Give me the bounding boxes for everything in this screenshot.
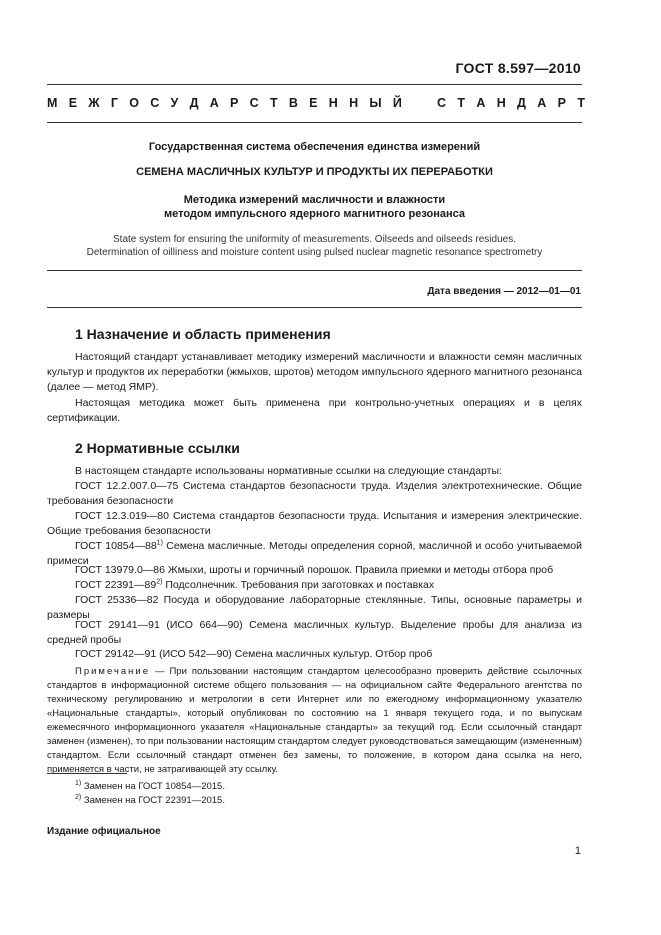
banner-letter: Г — [110, 96, 118, 110]
reference-item: ГОСТ 25336—82 Посуда и оборудование лабораторные стеклянные. Типы, основные параметры и размеры — [47, 594, 582, 621]
banner-left — [47, 96, 402, 116]
banner-letter: Т — [457, 96, 465, 110]
banner-letter: А — [209, 96, 219, 110]
reference-item: ГОСТ 12.3.019—80 Система стандартов безопасности труда. Испытания и измерения электрические. Общие требования безопасности — [47, 510, 582, 537]
section1-paragraph2: Настоящая методика может быть применена при контрольно-учетных операциях и в целях сертификации. — [47, 397, 582, 424]
banner-letter: А — [537, 96, 547, 110]
page-number: 1 — [574, 845, 581, 857]
banner-rule — [47, 122, 582, 123]
section2-heading: 2 Нормативные ссылки — [75, 440, 240, 456]
footnote-rule — [47, 773, 127, 774]
banner-letter: Й — [392, 96, 402, 110]
section1-paragraph1: Настоящий стандарт устанавливает методику измерений масличности и влажности семян масличных культур и продуктов их переработки (жмыхов, шротов) методом импульсного ядерного магнитного резонанса (далее — метод ЯМР). — [47, 351, 582, 393]
subject-title: СЕМЕНА МАСЛИЧНЫХ КУЛЬТУР И ПРОДУКТЫ ИХ ПЕРЕРАБОТКИ — [136, 166, 493, 178]
note-text: — При пользовании настоящим стандартом целесообразно проверить действие ссылочных стандартов в информационной системе общего пользования — на официальном сайте Федерального агентства по техническому регулированию и метрологии в сети Интернет или по ежегодному информационному указателю «Национальные стандарты», который опубликован по состоянию на 1 января текущего года, и по выпускам ежемесячного информационного указателя «Национальные стандарты» за текущий год. Если ссылочный стандарт заменен (изменен), то при пользовании настоящим стандартом следует руководствоваться замещающим (измененным) стандартом. Если ссылочный стандарт отменен без замены, то положение, в котором дана ссылка на него, применяется в части, не затрагивающей эту ссылку. — [47, 666, 582, 775]
banner-letter: Е — [68, 96, 78, 110]
header-rule — [47, 84, 582, 85]
method-title-line2: методом импульсного ядерного магнитного резонанса — [163, 208, 466, 220]
note — [47, 665, 582, 777]
banner-letter: Ы — [369, 96, 382, 110]
banner-letter: Д — [189, 96, 199, 110]
references-intro: В настоящем стандарте использованы нормативные ссылки на следующие стандарты: — [75, 465, 502, 477]
banner-letter: Н — [349, 96, 359, 110]
reference-item: ГОСТ 29142—91 (ИСО 542—90) Семена масличных культур. Отбор проб — [75, 648, 433, 660]
banner-letter: С — [150, 96, 160, 110]
banner-letter: М — [47, 96, 58, 110]
banner-letter: Р — [230, 96, 239, 110]
banner-letter: Т — [269, 96, 278, 110]
reference-item: ГОСТ 22391—89$^{2)}$ Подсолнечник. Требования при заготовках и поставках — [75, 578, 435, 591]
reference-item: ГОСТ 12.2.007.0—75 Система стандартов безопасности труда. Изделия электротехнические. Общие требования безопасности — [47, 480, 582, 507]
banner-letter: С — [249, 96, 259, 110]
english-title-line1: State system for ensuring the uniformity of measurements. Oilseeds and oilseeds residues. — [113, 234, 516, 245]
reference-item: ГОСТ 29141—91 (ИСО 664—90) Семена масличных культур. Выделение пробы для анализа из средней пробы — [47, 619, 582, 646]
banner-letter: У — [170, 96, 179, 110]
banner-letter: В — [288, 96, 298, 110]
footnote-2: $^{2)}$ Заменен на ГОСТ 22391—2015. — [75, 793, 225, 806]
note-label: Примечание — [75, 666, 150, 677]
method-title-line1: Методика измерений масличности и влажности — [183, 194, 446, 206]
banner-letter: Е — [309, 96, 318, 110]
introduction-date: Дата введения — 2012—01—01 — [427, 286, 581, 297]
date-rule — [47, 307, 582, 308]
reference-item: ГОСТ 10854—88$^{1)}$ Семена масличные. Методы определения сорной, масличной и особо учитываемой примеси — [47, 539, 582, 567]
standard-banner — [47, 96, 585, 116]
method-title — [47, 193, 582, 221]
banner-letter: Н — [328, 96, 338, 110]
section1-heading: 1 Назначение и область применения — [75, 326, 331, 342]
footnote-1: $^{1)}$ Заменен на ГОСТ 10854—2015. — [75, 779, 225, 792]
banner-letter: Н — [496, 96, 506, 110]
banner-letter: Р — [557, 96, 566, 110]
banner-letter: Т — [577, 96, 585, 110]
banner-letter: С — [437, 96, 447, 110]
banner-letter: Д — [517, 96, 526, 110]
edition-label: Издание официальное — [47, 826, 161, 837]
english-title-line2: Determination of oilliness and moisture content using pulsed nuclear magnetic resonance spectrometry — [86, 247, 543, 258]
banner-letter: А — [476, 96, 486, 110]
document-number: ГОСТ 8.597—2010 — [455, 60, 581, 76]
banner-right — [437, 96, 585, 116]
banner-letter: Ж — [88, 96, 100, 110]
reference-item: ГОСТ 13979.0—86 Жмыхи, шроты и горчичный порошок. Правила приемки и методы отбора проб — [75, 564, 554, 576]
title-rule — [47, 270, 582, 271]
system-title: Государственная система обеспечения единства измерений — [148, 141, 481, 153]
english-title — [47, 233, 582, 259]
banner-letter: О — [129, 96, 139, 110]
